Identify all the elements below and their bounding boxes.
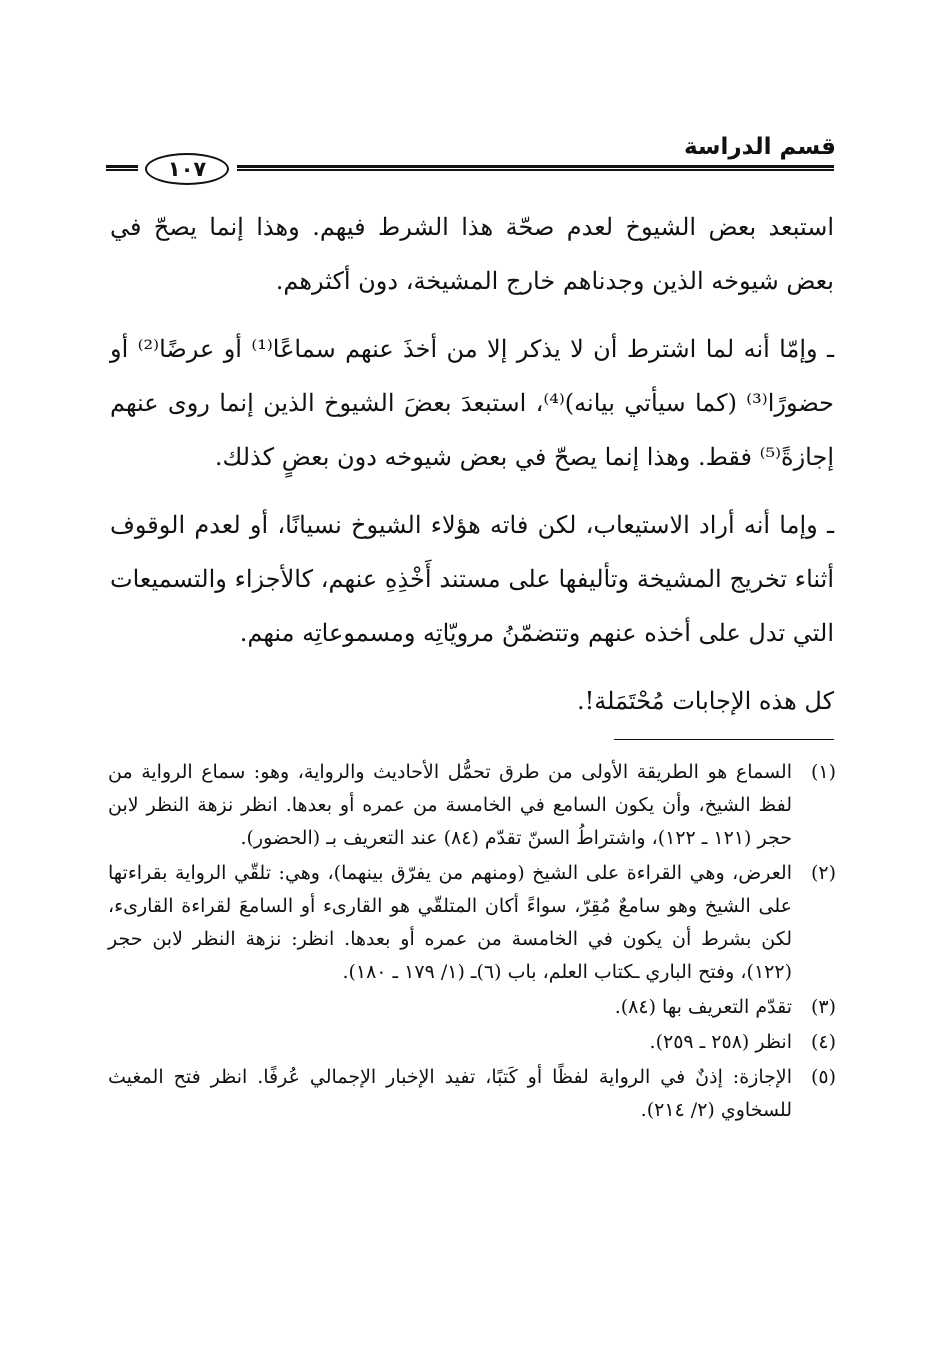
footnote (108, 857, 836, 989)
paragraph: كل هذه الإجابات مُحْتَمَلة!. (577, 687, 834, 715)
footnotes (108, 756, 836, 1129)
paragraph: ـ وإمّا أنه لما اشترط أن لا يذكر إلا من أخذَ عنهم سماعًا⁽¹⁾ أو عرضًا⁽²⁾ أو حضورًا⁽³⁾ (كما سيأتي بيانه)⁽⁴⁾، استبعدَ بعضَ الشيوخ الذين إنما روى عنهم إجازةً⁽⁵⁾ فقط. وهذا إنما يصحّ في بعض شيوخه دون بعضٍ كذلك. (110, 335, 835, 471)
footnote-number: (٤) (810, 1031, 836, 1053)
footnote (108, 756, 836, 855)
footnote-text: السماع هو الطريقة الأولى من طرق تحمُّل الأحاديث والرواية، وهو: سماع الرواية من لفظ الشيخ، وأن يكون السامع في الخامسة من عمره أو بعدها. انظر نزهة النظر لابن حجر (١٢١ ـ ١٢٢)، واشتراطُ السنّ تقدّم (٨٤) عند التعريف بـ (الحضور). (108, 761, 792, 849)
paragraph: ـ وإما أنه أراد الاستيعاب، لكن فاته هؤلاء الشيوخ نسيانًا، أو لعدم الوقوف أثناء تخريج المشيخة وتأليفها على مستند أَخْذِهِ عنهم، كالأجزاء والتسميعات التي تدل على أخذه عنهم وتتضمّنُ مرويّاتِه ومسموعاتِه منهم. (110, 511, 834, 647)
footnote-divider (614, 739, 834, 740)
footnote-number: (٣) (810, 996, 836, 1018)
main-text (110, 200, 834, 742)
paragraph: استبعد بعض الشيوخ لعدم صحّة هذا الشرط فيهم. وهذا إنما يصحّ في بعض شيوخه الذين وجدناهم خارج المشيخة، دون أكثرهم. (110, 213, 834, 295)
footnote-number: (٥) (810, 1066, 836, 1088)
header-rule (237, 165, 834, 171)
footnote-number: (١) (810, 761, 836, 783)
footnote (108, 1061, 836, 1127)
footnote (108, 991, 836, 1024)
footnote-number: (٢) (810, 862, 836, 884)
header-rule-left (106, 165, 138, 171)
footnote-text: العرض، وهي القراءة على الشيخ (ومنهم من يفرّق بينهما)، وهي: تلقّي الرواية بقراءتها على الشيخ وهو سامعٌ مُقِرّ، سواءً أكان المتلقّي هو القارىء أو السامعَ لقراءة القارىء، لكن بشرط أن يكون في الخامسة من عمره أو بعدها. انظر: نزهة النظر لابن حجر (١٢٢)، وفتح الباري ـكتاب العلم، باب (٦)ـ (١/ ١٧٩ ـ ١٨٠). (108, 862, 792, 983)
section-title: قسم الدراسة (683, 134, 836, 160)
footnote-text: انظر (٢٥٨ ـ ٢٥٩). (649, 1031, 792, 1053)
footnote-text: تقدّم التعريف بها (٨٤). (614, 996, 792, 1018)
page-number: ١٠٧ (145, 153, 229, 185)
footnote-text: الإجازة: إذنٌ في الرواية لفظًا أو كَتبًا، تفيد الإخبار الإجمالي عُرفًا. انظر فتح المغيث للسخاوي (٢/ ٢١٤). (108, 1066, 792, 1121)
footnote (108, 1026, 836, 1059)
